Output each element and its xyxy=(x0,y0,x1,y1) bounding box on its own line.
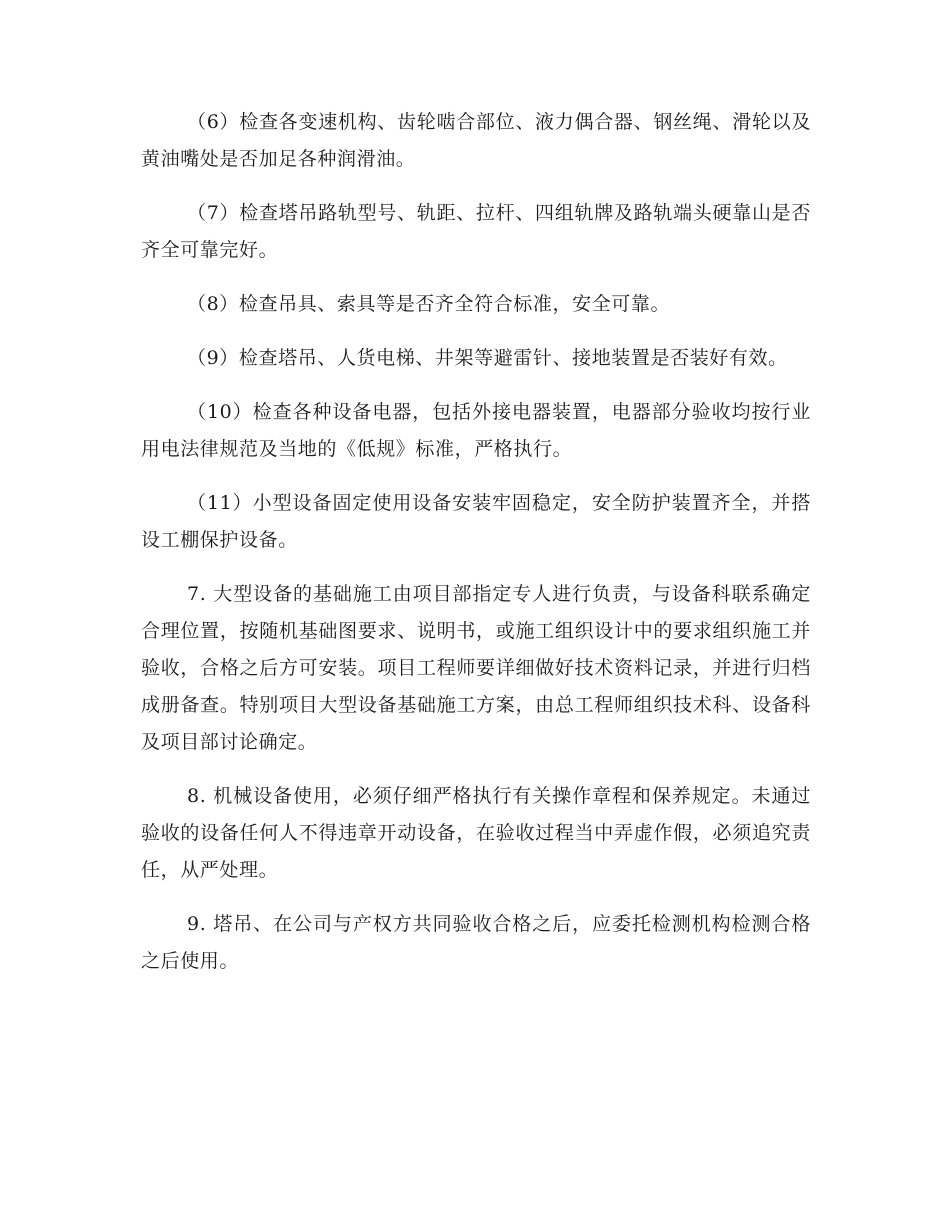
paragraph-item-10: （10）检查各种设备电器，包括外接电器装置，电器部分验收均按行业用电法律规范及当地的《低规》标准，严格执行。 xyxy=(141,401,811,460)
paragraph-item-9: （9）检查塔吊、人货电梯、井架等避雷针、接地装置是否装好有效。 xyxy=(187,347,788,369)
paragraph-item-8: （8）检查吊具、索具等是否齐全符合标准，安全可靠。 xyxy=(187,293,671,315)
paragraph-item-11: （11）小型设备固定使用设备安装牢固稳定，安全防护装置齐全，并搭设工棚保护设备。 xyxy=(141,492,811,551)
paragraph-section-8: 8. 机械设备使用，必须仔细严格执行有关操作章程和保养规定。未通过验收的设备任何人不得违章开动设备，在验收过程当中弄虚作假，必须追究责任，从严处理。 xyxy=(141,785,811,881)
paragraph-section-9: 9. 塔吊、在公司与产权方共同验收合格之后，应委托检测机构检测合格之后使用。 xyxy=(141,913,811,972)
document-body xyxy=(141,104,811,997)
paragraph-section-7: 7. 大型设备的基础施工由项目部指定专人进行负责，与设备科联系确定合理位置，按随机基础图要求、说明书，或施工组织设计中的要求组织施工并验收，合格之后方可安装。项目工程师要详细做好技术资料记录，并进行归档成册备查。特别项目大型设备基础施工方案，由总工程师组织技术科、设备科及项目部讨论确定。 xyxy=(141,583,811,753)
paragraph-item-7: （7）检查塔吊路轨型号、轨距、拉杆、四组轨牌及路轨端头硬靠山是否齐全可靠完好。 xyxy=(141,202,811,261)
paragraph-item-6: （6）检查各变速机构、齿轮啮合部位、液力偶合器、钢丝绳、滑轮以及黄油嘴处是否加足各种润滑油。 xyxy=(141,111,811,170)
